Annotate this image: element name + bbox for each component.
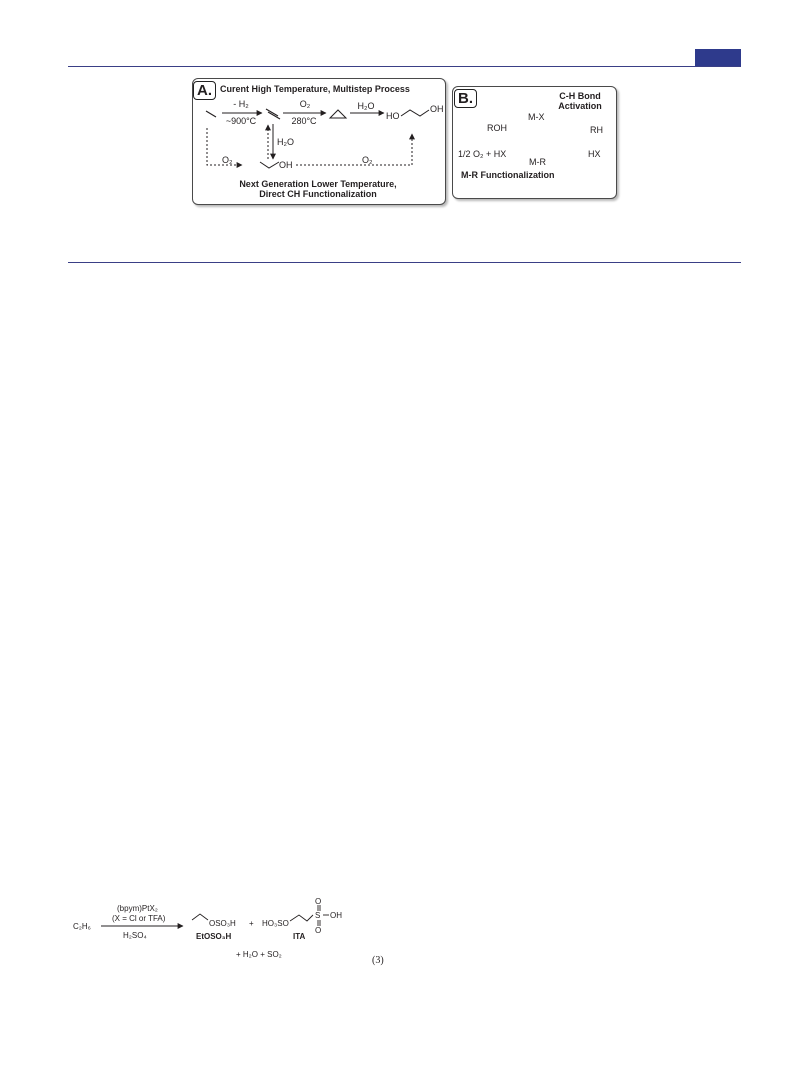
sulfonyl-s: S (315, 911, 321, 920)
product1-formula: OSO₃H (209, 919, 236, 928)
panel-b-badge: B. (454, 89, 477, 108)
step1-reagent: - H₂ (233, 99, 249, 109)
reactant-ethane: C₂H₆ (73, 922, 91, 931)
product2-formula: HO₃SO (262, 919, 289, 928)
glycol-ho-label: HO (386, 111, 400, 121)
equation-number: (3) (372, 955, 384, 966)
byproducts: + H₂O + SO₂ (236, 950, 282, 959)
panel-a-title: Curent High Temperature, Multistep Process (220, 84, 410, 94)
ethane-structure (206, 111, 216, 117)
roh-label: ROH (487, 123, 507, 133)
mx-label: M-X (528, 112, 545, 122)
product2-name: ITA (293, 932, 306, 941)
panel-a-badge: A. (193, 81, 216, 100)
panel-b-footer: M-R Functionalization (461, 170, 555, 180)
panel-b-header-line1: C-H Bond (559, 91, 601, 101)
step1-temperature: ~900°C (225, 116, 257, 126)
solvent-label: H₂SO₄ (123, 931, 147, 940)
ethanol-oh-label: OH (279, 160, 293, 170)
panel-a-footer-line1: Next Generation Lower Temperature, (239, 179, 397, 189)
step2-temperature: 280°C (291, 116, 317, 126)
step3-reagent: H₂O (357, 101, 375, 111)
etoso3h-structure (192, 914, 208, 920)
hx-label: HX (588, 149, 601, 159)
dashed-o2-right: O₂ (362, 155, 373, 165)
catalyst-conditions: (X = Cl or TFA) (112, 914, 166, 923)
glycol-structure (401, 110, 429, 116)
dashed-arrow-right (296, 134, 412, 165)
sulfonyl-o-bottom: O (315, 926, 322, 935)
hydration-reagent: H₂O (277, 137, 294, 147)
panel-b-header-line2: Activation (558, 101, 602, 111)
epoxide-structure (330, 110, 346, 118)
equation-plus: + (249, 919, 254, 928)
glycol-oh-label: OH (430, 104, 444, 114)
mr-label: M-R (529, 157, 546, 167)
ethanol-structure (260, 162, 279, 168)
sulfonyl-oh: OH (330, 911, 342, 920)
rh-label: RH (590, 125, 603, 135)
half-o2-label: 1/2 O₂ + HX (458, 149, 507, 159)
catalyst-label: (bpym)PtX₂ (117, 904, 158, 913)
panel-a-footer-line2: Direct CH Functionalization (259, 189, 377, 199)
ita-chain (290, 915, 313, 921)
product1-name: EtOSO₃H (196, 932, 232, 941)
sulfonyl-o-top: O (315, 897, 322, 906)
step2-reagent: O₂ (299, 99, 311, 109)
dashed-o2-left: O₂ (222, 155, 233, 165)
